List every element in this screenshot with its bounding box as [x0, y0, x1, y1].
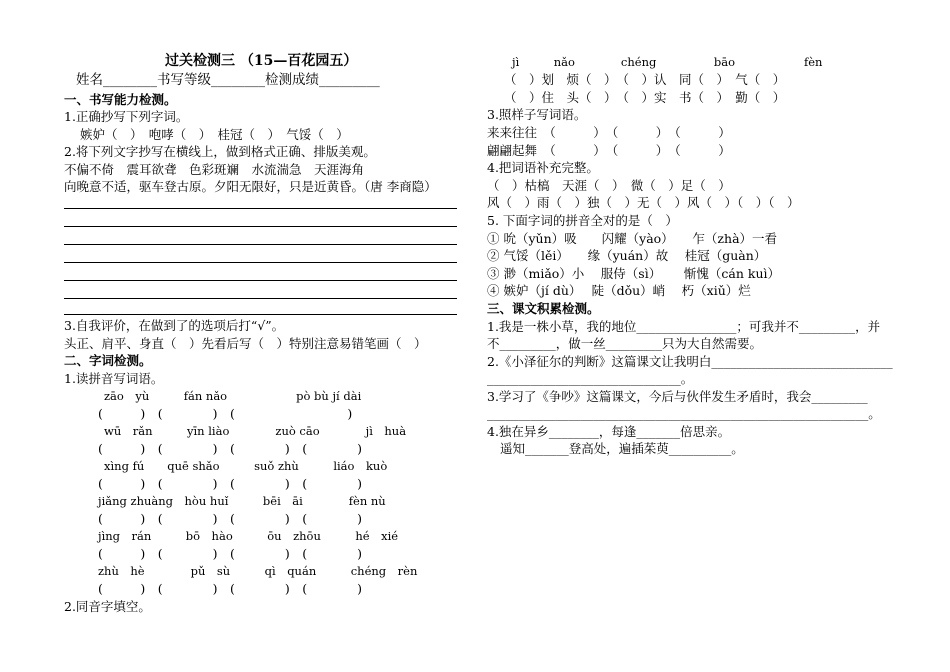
q5-option: ② 气馁（lěi） 缘（yuán）故 桂冠（guàn） — [487, 248, 767, 263]
writing-line[interactable] — [64, 208, 457, 209]
pinyin-row: zhù hè pǔ sù qì quán chéng rèn — [98, 564, 418, 578]
q4-complete-label: 4.把词语补充完整。 — [487, 160, 599, 175]
fill-in-line[interactable]: _____________________________________________________________。 — [487, 406, 881, 421]
q3-example-row[interactable]: 翩翩起舞 （ ） （ ） （ ） — [487, 143, 731, 158]
q2-idioms: 不偏不倚 震耳欲聋 色彩斑斓 水流湍急 天涯海角 — [64, 162, 365, 177]
answer-bracket-row[interactable]: ( ) ( ) ( ) ( ) — [98, 511, 363, 526]
q5-option: ③ 渺（miǎo）小 服侍（sì） 惭愧（cán kuì） — [487, 266, 781, 281]
pinyin-row: jìng rán bō hào ōu zhōu hé xié — [98, 529, 399, 543]
q2-label: 2.将下列文字抄写在横线上，做到格式正确、排版美观。 — [64, 144, 376, 159]
pinyin-row: jiǎng zhuàng hòu huǐ bēi āi fèn nù — [98, 494, 386, 508]
section-text-title: 三、课文积累检测。 — [487, 301, 600, 316]
student-info-line: 姓名________书写等级________检测成绩_________ — [76, 72, 380, 88]
writing-line[interactable] — [64, 244, 457, 245]
fill-in-line[interactable]: 遥知_______登高处，遍插茱萸__________。 — [500, 441, 744, 456]
writing-line[interactable] — [64, 314, 457, 315]
q4-complete-row[interactable]: 风（ ）雨（ ）独（ ）无（ ）风（ ）（ ）（ ） — [487, 195, 800, 210]
pinyin-row: xìng fú quē shǎo suǒ zhù liáo kuò — [104, 459, 388, 473]
q-tongyin-label: 2.同音字填空。 — [64, 599, 151, 614]
answer-bracket-row[interactable]: ( ) ( ) ( ) ( ) — [98, 441, 363, 456]
read-pinyin-label: 1.读拼音写词语。 — [64, 371, 164, 386]
answer-bracket-row[interactable]: ( ) ( ) ( ) ( ) — [98, 581, 363, 596]
q5-option: ④ 嫉妒（jí dù） 陡（dǒu）峭 朽（xiǔ）烂 — [487, 283, 751, 298]
q3-self-eval-items: 头正、肩平、身直（ ）先看后写（ ）特别注意易错笔画（ ） — [64, 336, 427, 351]
q3-self-eval-label: 3.自我评价，在做到了的选项后打“√”。 — [64, 318, 285, 333]
q3-example-row[interactable]: 来来往往 （ ） （ ） （ ） — [487, 125, 731, 140]
q5-pinyin-question: 5. 下面字词的拼音全对的是（ ） — [487, 213, 678, 228]
fill-in-line[interactable]: _______________________________。 — [487, 371, 694, 386]
q4-complete-row[interactable]: （ ）枯槁 天涯（ ） 微（ ）足（ ） — [487, 178, 731, 193]
writing-line[interactable] — [64, 298, 457, 299]
answer-bracket-row[interactable]: ( ) ( ) ( ) ( ) — [98, 546, 363, 561]
pinyin-row: wū rǎn yīn liào zuò cāo jì huà — [104, 424, 407, 438]
fill-in-line[interactable]: 1.我是一株小草，我的地位________________；可我并不_________，并 — [487, 319, 881, 334]
section-writing-title: 一、书写能力检测。 — [64, 92, 177, 107]
fill-in-line[interactable]: 不_________，做一丝_________只为大自然需要。 — [487, 336, 763, 351]
tongyin-pinyin-row: jì nǎo chéng bāo fèn — [512, 55, 823, 69]
tongyin-row[interactable]: （ ）住 头（ ） （ ）实 书（ ） 勤（ ） — [504, 90, 786, 105]
q5-option: ① 吮（yǔn）吸 闪耀（yào） 乍（zhà）一看 — [487, 231, 778, 246]
pinyin-row: zāo yù fán nǎo pò bù jí dài — [104, 389, 362, 403]
q1-label: 1.正确抄写下列字词。 — [64, 109, 189, 124]
fill-in-line[interactable]: 3.学习了《争吵》这篇课文，今后与伙伴发生矛盾时，我会_________ — [487, 389, 868, 404]
answer-bracket-row[interactable]: ( ) ( ) ( ) — [98, 406, 353, 421]
fill-in-line[interactable]: 2.《小泽征尔的判断》这篇课文让我明白_____________________________ — [487, 354, 893, 369]
page-title: 过关检测三 （15—百花园五） — [165, 53, 358, 69]
tongyin-row[interactable]: （ ）划 烦（ ） （ ）认 同（ ） 气（ ） — [504, 72, 786, 87]
answer-bracket-row[interactable]: ( ) ( ) ( ) ( ) — [98, 476, 363, 491]
writing-line[interactable] — [64, 262, 457, 263]
writing-line[interactable] — [64, 226, 457, 227]
writing-line[interactable] — [64, 280, 457, 281]
q2-poem: 向晚意不适，驱车登古原。夕阳无限好，只是近黄昏。（唐 李商隐） — [64, 179, 437, 194]
fill-in-line[interactable]: 4.独在异乡________，每逢_______倍思亲。 — [487, 424, 731, 439]
section-words-title: 二、字词检测。 — [64, 353, 152, 368]
q3-example-label: 3.照样子写词语。 — [487, 107, 587, 122]
q1-words: 嫉妒（ ） 咆哮（ ） 桂冠（ ） 气馁（ ） — [80, 127, 349, 142]
